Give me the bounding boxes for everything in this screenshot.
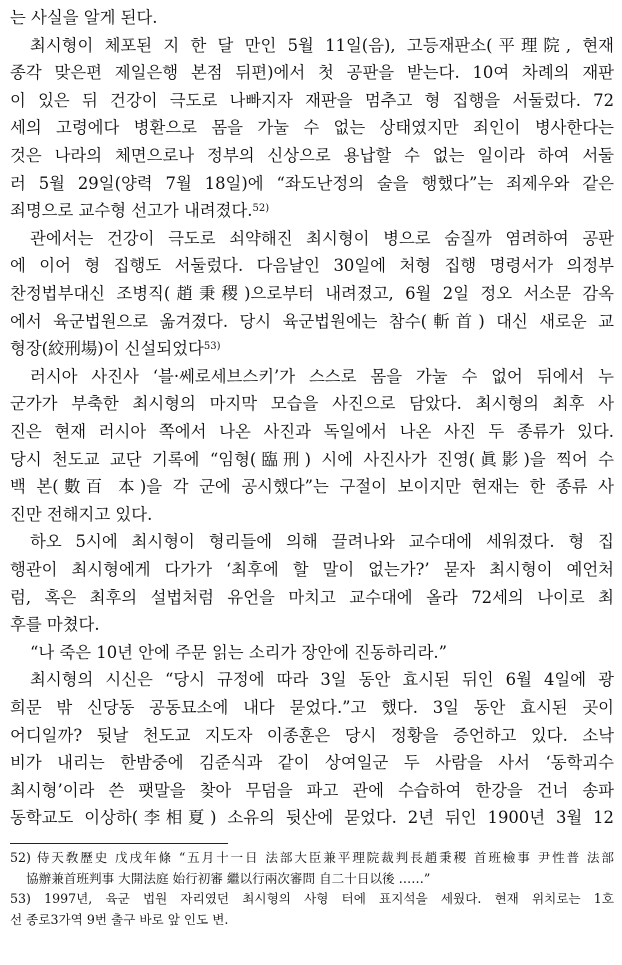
footnote-line [10,848,614,868]
body-line [10,418,614,445]
body-line [10,4,614,31]
body-line [10,611,614,638]
body-line [10,308,614,335]
body-line-text: 백 본(數百 本)을 각 군에 공시했다”는 구절이 보이지만 현재는 한 종류 사 [10,477,614,497]
body-line [10,473,614,500]
body-line-text: 최시형의 시신은 “당시 규정에 따라 3일 동안 효시된 뒤인 6월 4일에 광 [30,670,614,690]
body-line-text: 죄명으로 교수형 선고가 내려졌다. [10,201,253,221]
body-line [10,528,614,555]
body-line [10,252,614,279]
body-line-text: 진만 전해지고 있다. [10,504,153,524]
body-line [10,501,614,528]
body-line [10,804,614,831]
footnote-divider [10,843,228,844]
body-line-text: 당시 천도교 교단 기록에 “임형(臨刑) 시에 사진사가 진영(眞影)을 찍어 수 [10,449,614,469]
body-line-text: 에 이어 형 집행도 서둘렀다. 다음날인 30일에 처형 집행 명령서가 의정부 [10,256,614,276]
body-line [10,639,614,666]
body-line-text: 럼, 혹은 최후의 설법처럼 유언을 마치고 교수대에 올라 72세의 나이로 최 [10,587,614,607]
footnote-line-text: 53) 1997년, 육군 법원 자리였던 최시형의 사형 터에 표지석을 세웠다. 현재 위치로는 1호 [10,891,614,906]
body-line-text: 하오 5시에 최시형이 형리들에 의해 끌려나와 교수대에 세워졌다. 형 집 [30,532,614,552]
footnote-line [10,869,614,889]
body-line-text: 최시형이 체포된 지 한 달 만인 5월 11일(음), 고등재판소(平理院, 현재 [30,35,614,55]
body-line [10,363,614,390]
body-line-text: 최시형’이라 쓴 팻말을 찾아 무덤을 파고 관에 수습하여 한강을 건너 송파 [10,780,614,800]
body-line-text: “나 죽은 10년 안에 주문 읽는 소리가 장안에 진동하리라.” [30,642,448,662]
body-line [10,114,614,141]
body-line-text: 후를 마쳤다. [10,615,100,635]
body-line [10,197,614,224]
body-line [10,32,614,59]
body-line [10,87,614,114]
footnote-line-text: 선 종로3가역 9번 출구 바로 앞 인도 변. [10,911,229,927]
body-line-text: 형장(絞刑場)이 신설되었다 [10,339,204,359]
body-line [10,777,614,804]
body-line-text: 러 5월 29일(양력 7월 18일)에 “좌도난정의 술을 행했다”는 죄제우와 같은 [10,173,614,193]
body-line [10,749,614,776]
body-line-text: 동학교도 이상하(李相夏) 소유의 뒷산에 묻었다. 2년 뒤인 1900년 3월 12 [10,808,614,828]
body-line-text: 종각 맞은편 제일은행 본점 뒤편)에서 첫 공판을 받는다. 10여 차례의 재판 [10,63,614,83]
body-line [10,225,614,252]
body-line [10,390,614,417]
body-line-text: 찬정법부대신 조병직(趙秉稷)으로부터 내려졌고, 6월 2일 정오 서소문 감옥 [10,284,614,303]
body-line [10,666,614,693]
body-line-text: 비가 내리는 한밤중에 김준식과 같이 상여일군 두 사람을 사서 ‘동학괴수 [10,753,614,773]
body-line [10,59,614,86]
body-line-text: 행관이 최시형에게 다가가 ‘최후에 할 말이 없는가?’ 묻자 최시형이 예언처 [10,560,614,579]
footnote-line [10,889,614,909]
footnote-marker: 52) [252,203,270,215]
body-line-text: 세의 고령에다 병환으로 몸을 가눌 수 없는 상태였지만 죄인이 병사한다는 [10,118,614,138]
body-line [10,694,614,721]
body-line [10,556,614,583]
body-line [10,584,614,611]
body-line-text: 것은 나라의 체면으로나 정부의 신상으로 용납할 수 없는 일이라 하여 서둘 [10,146,614,165]
body-line-text: 에서 육군법원으로 옮겨졌다. 당시 육군법원에는 참수(斬首) 대신 새로운 교 [10,311,614,331]
body-line-text: 관에서는 건강이 극도로 쇠약해진 최시형이 병으로 숨질까 염려하여 공판 [30,228,614,248]
body-line-text: 러시아 사진사 ‘블·쎄로세브스키’가 스스로 몸을 가눌 수 없어 뒤에서 누 [30,366,614,386]
body-line-text: 진은 현재 러시아 쪽에서 나온 사진과 독일에서 나온 사진 두 종류가 있다. [10,422,614,441]
body-line-text: 희문 밖 신당동 공동묘소에 내다 묻었다.”고 했다. 3일 동안 효시된 곳이 [10,698,614,717]
body-line-text: 는 사실을 알게 된다. [10,8,158,27]
footnote-line-text: 協辦兼首班判事 大開法庭 始行初審 繼以行兩次審問 自二十日以後 ……” [26,870,431,886]
body-line [10,722,614,749]
body-line-text: 어디일까? 뒷날 천도교 지도자 이종훈은 당시 정황을 증언하고 있다. 소낙 [10,725,614,745]
body-line [10,280,614,307]
body-line-text: 군가가 부축한 최시형의 마지막 모습을 사진으로 담았다. 최시형의 최후 사 [10,394,614,414]
body-line [10,170,614,197]
footnote-line [10,910,614,930]
body-line [10,335,614,362]
footnote-marker: 53) [203,341,221,353]
footnote-line-text: 52) 侍天敎歷史 戊戌年條 “五月十一日 法部大臣兼平理院裁判長趙秉稷 首班檢事 尹性普 法部 [10,850,614,865]
body-line [10,142,614,169]
body-line [10,446,614,473]
body-line-text: 이 있은 뒤 건강이 극도로 나빠지자 재판을 멈추고 형 집행을 서둘렀다. 72 [10,90,614,110]
